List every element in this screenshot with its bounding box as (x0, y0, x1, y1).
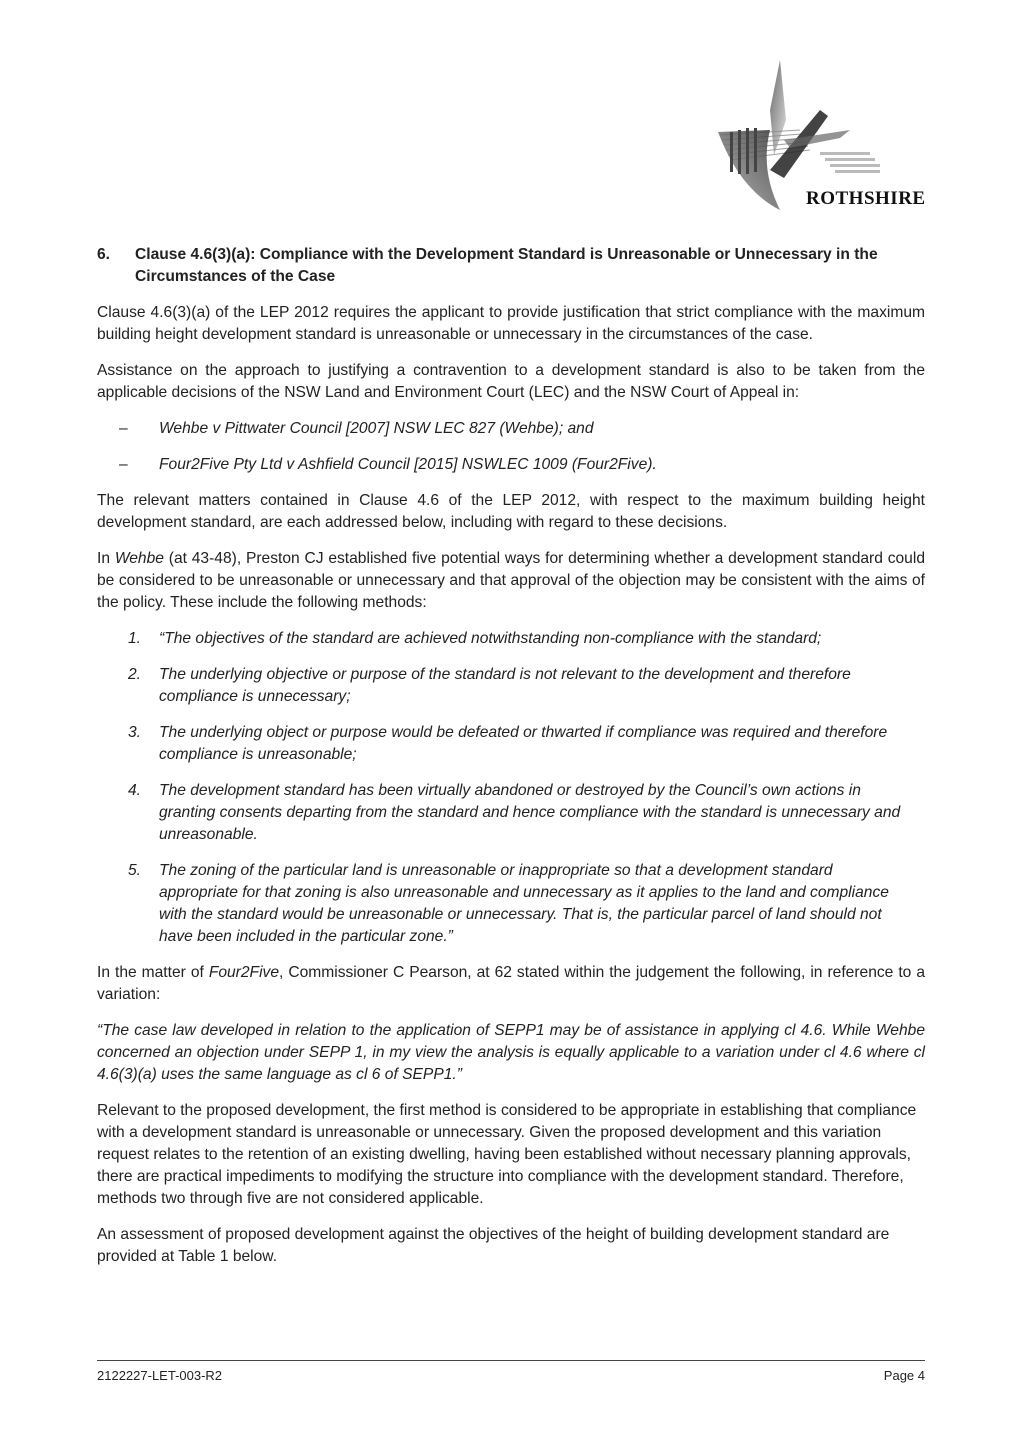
method-text: The development standard has been virtually abandoned or destroyed by the Council’s own actions in granting consents departing from the standard and hence compliance with the standard is unnecessary and unreasonable. (159, 782, 901, 843)
paragraph: An assessment of proposed development against the objectives of the height of building development standard are provided at Table 1 below. (97, 1226, 890, 1265)
list-item (97, 664, 925, 708)
list-dash: – (119, 456, 128, 473)
list-number: 3. (128, 724, 142, 741)
case-citation: Wehbe v Pittwater Council [2007] NSW LEC 827 (Wehbe); and (159, 420, 594, 437)
paragraph: Clause 4.6(3)(a) of the LEP 2012 requires the applicant to provide justification that strict compliance with the maximum building height development standard is unreasonable or unnecessary in the circumstances of the case. (97, 304, 925, 343)
list-dash: – (119, 420, 128, 437)
method-text: The underlying objective or purpose of the standard is not relevant to the development and therefore compliance is unnecessary; (159, 666, 851, 705)
paragraph (97, 962, 925, 1006)
page-number: Page 4 (883, 1368, 925, 1383)
paragraph-text: (at 43-48), Preston CJ established five potential ways for determining whether a development standard could be considered to be unreasonable or unnecessary and that approval of the objection may be consistent with the aims of the policy. These include the following methods: (97, 550, 925, 611)
rothshire-logo (700, 60, 930, 220)
paragraph: The relevant matters contained in Clause 4.6 of the LEP 2012, with respect to the maximum building height development standard, are each addressed below, including with regard to these decisions. (97, 492, 925, 531)
list-number: 4. (128, 782, 142, 799)
document-reference: 2122227-LET-003-R2 (97, 1368, 223, 1383)
list-item (97, 454, 925, 476)
paragraph: Relevant to the proposed development, the first method is considered to be appropriate in establishing that compliance with a development standard is unreasonable or unnecessary. Given the proposed development and this variation request relates to the retention of an existing dwelling, having been established without necessary planning approvals, there are practical impediments to modifying the structure into compliance with the development standard. Therefore, methods two through five are not considered applicable. (97, 1102, 917, 1207)
list-item (97, 722, 925, 766)
quote: “The case law developed in relation to the application of SEPP1 may be of assistance in applying cl 4.6. While Wehbe concerned an objection under SEPP 1, in my view the analysis is equally applicable to a variation under cl 4.6 where cl 4.6(3)(a) uses the same language as cl 6 of SEPP1.” (97, 1022, 925, 1083)
section-heading (97, 244, 925, 288)
case-citation: Four2Five Pty Ltd v Ashfield Council [2015] NSWLEC 1009 (Four2Five). (159, 456, 657, 473)
logo-text: ROTHSHIRE (806, 188, 926, 209)
list-item (97, 780, 925, 846)
list-number: 2. (128, 666, 142, 683)
list-item (97, 628, 925, 650)
list-item (97, 418, 925, 440)
method-text: “The objectives of the standard are achieved notwithstanding non-compliance with the standard; (159, 630, 822, 647)
method-text: The underlying object or purpose would be defeated or thwarted if compliance was required and therefore compliance is unreasonable; (159, 724, 888, 763)
paragraph-text: In (97, 550, 115, 567)
list-item (97, 860, 925, 948)
list-number: 1. (128, 630, 142, 647)
page-footer (97, 1360, 925, 1383)
document-body (97, 244, 925, 1282)
paragraph (97, 548, 925, 614)
section-title: Clause 4.6(3)(a): Compliance with the Development Standard is Unreasonable or Unnecessary in the Circumstances of the Case (135, 246, 878, 285)
case-name: Wehbe (114, 550, 164, 567)
case-name: Four2Five (208, 964, 280, 981)
paragraph: Assistance on the approach to justifying a contravention to a development standard is also to be taken from the applicable decisions of the NSW Land and Environment Court (LEC) and the NSW Court of Appeal in: (97, 362, 925, 401)
section-number: 6. (97, 246, 111, 263)
paragraph-text: , Commissioner C Pearson, at 62 stated within the judgement the following, in reference to a variation: (97, 964, 925, 1003)
list-number: 5. (128, 862, 142, 879)
paragraph-text: In the matter of (97, 964, 209, 981)
method-text: The zoning of the particular land is unreasonable or inappropriate so that a development standard appropriate for that zoning is also unreasonable and unnecessary as it applies to the land and compliance with the standard would be unreasonable or unnecessary. That is, the particular parcel of land should not have been included in the particular zone.” (159, 862, 889, 945)
